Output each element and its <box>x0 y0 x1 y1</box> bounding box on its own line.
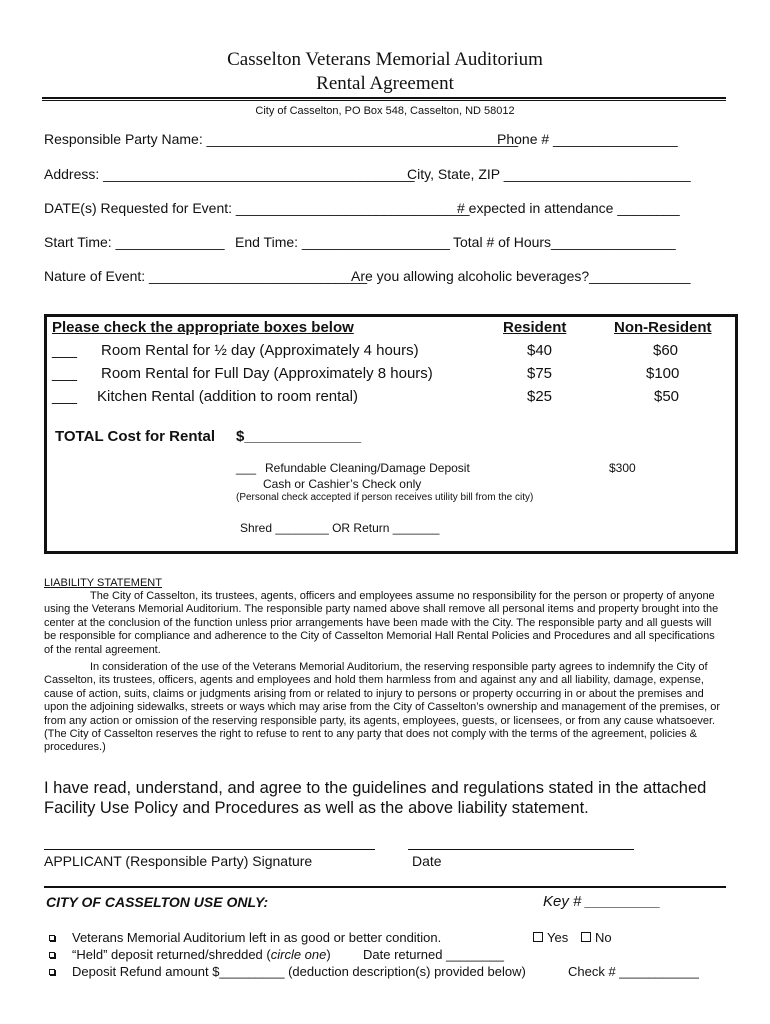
full-day-checkbox-blank[interactable]: ___ <box>52 365 78 382</box>
full-day-rental-label: Room Rental for Full Day (Approximately 8 hours) <box>101 365 433 382</box>
total-hours-field[interactable]: Total # of Hours________________ <box>453 234 676 250</box>
start-time-field[interactable]: Start Time: ______________ <box>44 234 225 250</box>
date-returned-field[interactable]: Date returned ________ <box>363 947 504 962</box>
city-address: City of Casselton, PO Box 548, Casselton, ND 58012 <box>255 105 515 117</box>
kitchen-checkbox-blank[interactable]: ___ <box>52 388 78 405</box>
doc-title-line1: Casselton Veterans Memorial Auditorium <box>227 49 543 70</box>
responsible-party-field[interactable]: Responsible Party Name: ________________________________________ <box>44 131 519 147</box>
total-cost-field[interactable]: $______________ <box>236 428 362 445</box>
held-deposit-close: ) <box>326 947 331 962</box>
applicant-signature-label: APPLICANT (Responsible Party) Signature <box>44 853 313 869</box>
rental-heading: Please check the appropriate boxes below <box>52 319 354 336</box>
full-day-resident-price: $75 <box>527 365 553 382</box>
date-line[interactable] <box>408 849 634 850</box>
address-field[interactable]: Address: ________________________________________ <box>44 166 415 182</box>
kitchen-nonresident-price: $50 <box>654 388 680 405</box>
title-rule-thin <box>42 100 726 101</box>
signature-line[interactable] <box>44 849 375 850</box>
nonresident-column-header: Non-Resident <box>614 319 712 336</box>
title-rule-thick <box>42 97 726 99</box>
total-cost-label: TOTAL Cost for Rental <box>55 428 216 445</box>
deposit-refund-field[interactable]: Deposit Refund amount $_________ (deduction description(s) provided below) <box>72 964 526 979</box>
liability-paragraph-1: The City of Casselton, its trustees, agents, officers and employees assume no responsibility for the person or property of anyone using the Veterans Memorial Auditorium. The responsible party named above shall remove all personal items and property brought into the center at the conclusion of the function unless prior arrangements have been made with the City. The responsible party and all guests will be responsible for compliance and adherence to the City of Casselton Memorial Hall Rental Policies and Procedures and all specifications of the rental agreement. <box>44 590 719 656</box>
deposit-label: Refundable Cleaning/Damage Deposit <box>265 461 470 475</box>
bullet-icon <box>49 952 55 958</box>
resident-column-header: Resident <box>503 319 567 336</box>
expected-attendance-field[interactable]: # expected in attendance ________ <box>457 200 680 216</box>
no-checkbox[interactable] <box>581 932 591 942</box>
check-number-field[interactable]: Check # ___________ <box>568 964 699 979</box>
bullet-icon <box>49 969 55 975</box>
city-state-zip-field[interactable]: City, State, ZIP ________________________ <box>407 166 691 182</box>
no-label: No <box>595 930 612 945</box>
personal-check-note: (Personal check accepted if person receives utility bill from the city) <box>236 492 534 503</box>
key-number-field[interactable]: Key # _________ <box>543 893 661 910</box>
held-deposit-item <box>72 947 331 962</box>
held-deposit-text: “Held” deposit returned/shredded ( <box>72 947 271 962</box>
office-use-heading: CITY OF CASSELTON USE ONLY: <box>46 894 269 910</box>
half-day-rental-label: Room Rental for ½ day (Approximately 4 hours) <box>101 342 419 359</box>
kitchen-rental-label: Kitchen Rental (addition to room rental) <box>97 388 358 405</box>
shred-or-return-field[interactable]: Shred ________ OR Return _______ <box>240 521 440 535</box>
half-day-nonresident-price: $60 <box>653 342 679 359</box>
condition-item: Veterans Memorial Auditorium left in as good or better condition. <box>72 930 442 945</box>
nature-of-event-field[interactable]: Nature of Event: ____________________________ <box>44 268 368 284</box>
dates-requested-field[interactable]: DATE(s) Requested for Event: ______________________________ <box>44 200 470 216</box>
deposit-amount: $300 <box>609 461 636 475</box>
alcohol-field[interactable]: Are you allowing alcoholic beverages?_____________ <box>351 268 691 284</box>
phone-field[interactable]: Phone # ________________ <box>497 131 678 147</box>
doc-title-line2: Rental Agreement <box>316 73 454 94</box>
liability-paragraph-2: In consideration of the use of the Veterans Memorial Auditorium, the reserving responsible party agrees to indemnify the City of Casselton, its trustees, officers, agents and employees and hold them harmless from and against any and all liability, damage, expense, cause of action, suits, claims or judgments arising from or related to injury to persons or property occurring in or about the premises and upon the adjoining sidewalks, streets or ways which may arise from the City of Casselton’s ownership and management of the premises, or from any action or omission of the reserving responsible party, its agents, employees, guests, or licensees, or from any cause whatsoever. (The City of Casselton reserves the right to refuse to rent to any party that does not comply with the terms of the agreement, policies & procedures.) <box>44 661 721 754</box>
full-day-nonresident-price: $100 <box>646 365 680 382</box>
signature-date-label: Date <box>412 853 442 869</box>
end-time-field[interactable]: End Time: ___________________ <box>235 234 450 250</box>
half-day-resident-price: $40 <box>527 342 553 359</box>
half-day-checkbox-blank[interactable]: ___ <box>52 342 78 359</box>
liability-heading: LIABILITY STATEMENT <box>44 577 162 589</box>
deposit-payment-note: Cash or Cashier’s Check only <box>263 477 422 491</box>
agreement-statement: I have read, understand, and agree to the guidelines and regulations stated in the attached Facility Use Policy and Procedures as well as the above liability statement. <box>44 779 707 817</box>
kitchen-resident-price: $25 <box>527 388 553 405</box>
circle-one-text: circle one <box>270 947 327 962</box>
deposit-checkbox-blank[interactable]: ___ <box>236 461 257 475</box>
yes-checkbox[interactable] <box>533 932 543 942</box>
bullet-icon <box>49 935 55 941</box>
office-use-rule <box>44 886 726 888</box>
yes-label: Yes <box>547 930 569 945</box>
